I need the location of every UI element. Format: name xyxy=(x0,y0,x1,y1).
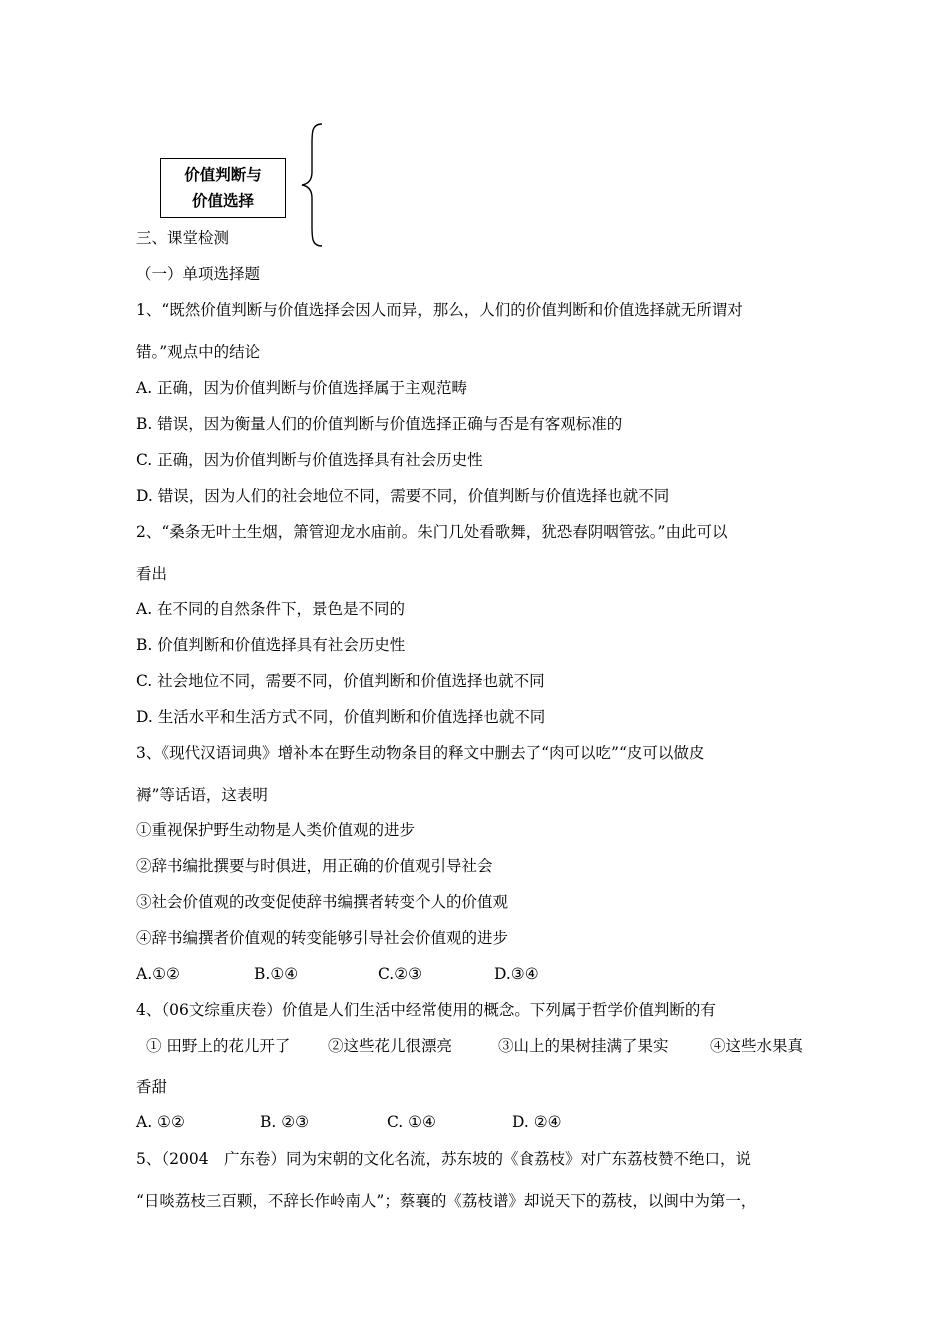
q3-choices xyxy=(136,964,539,984)
q4-choice-a: A. ①② xyxy=(136,1113,185,1131)
q1-option-b: B. 错误，因为衡量人们的价值判断与价值选择正确与否是有客观标准的 xyxy=(136,415,623,433)
q3-statement-2: ②辞书编批撰要与时俱进，用正确的价值观引导社会 xyxy=(136,857,493,875)
q4-choice-b: B. ②③ xyxy=(260,1113,310,1131)
q3-statement-4: ④辞书编撰者价值观的转变能够引导社会价值观的进步 xyxy=(136,929,509,947)
q4-statements xyxy=(146,1036,803,1056)
q1-option-d: D. 错误，因为人们的社会地位不同，需要不同，价值判断与价值选择也就不同 xyxy=(136,487,670,505)
q4-choice-d: D. ②④ xyxy=(512,1113,562,1131)
q5-stem: 5、（2004 广东卷）同为宋朝的文化名流，苏东坡的《食荔枝》对广东荔枝赞不绝口，说 xyxy=(136,1150,752,1168)
q2-option-d: D. 生活水平和生活方式不同，价值判断和价值选择也就不同 xyxy=(136,708,546,726)
q1-option-c: C. 正确，因为价值判断与价值选择具有社会历史性 xyxy=(136,451,483,469)
q3-choice-a: A.①② xyxy=(136,965,180,983)
q3-choice-d: D.③④ xyxy=(494,965,539,983)
q3-statement-3: ③社会价值观的改变促使辞书编撰者转变个人的价值观 xyxy=(136,893,509,911)
section-heading: 三、课堂检测 xyxy=(136,229,230,247)
q2-option-a: A. 在不同的自然条件下，景色是不同的 xyxy=(136,600,406,618)
q2-stem: 2、“桑条无叶土生烟，箫管迎龙水庙前。朱门几处看歌舞，犹恐春阴咽管弦。”由此可以 xyxy=(136,523,728,541)
q2-option-c: C. 社会地位不同，需要不同，价值判断和价值选择也就不同 xyxy=(136,672,545,690)
q4-choices xyxy=(136,1112,562,1132)
q4-choice-c: C. ①④ xyxy=(387,1113,436,1131)
q3-statement-1: ①重视保护野生动物是人类价值观的进步 xyxy=(136,821,416,839)
concept-box xyxy=(160,158,286,218)
curly-brace xyxy=(298,122,328,248)
q4-statement-3: ③山上的果树挂满了果实 xyxy=(498,1037,669,1055)
q1-stem: 1、“既然价值判断与价值选择会因人而异，那么，人们的价值判断和价值选择就无所谓对 xyxy=(136,301,743,319)
q4-stem: 4、（06文综重庆卷）价值是人们生活中经常使用的概念。下列属于哲学价值判断的有 xyxy=(136,1001,716,1019)
q4-statement-4: ④这些水果真 xyxy=(710,1037,804,1055)
q1-option-a: A. 正确，因为价值判断与价值选择属于主观范畴 xyxy=(136,379,468,397)
q2-option-b: B. 价值判断和价值选择具有社会历史性 xyxy=(136,636,406,654)
subsection-heading: （一）单项选择题 xyxy=(136,265,261,283)
q1-stem-cont: 错。”观点中的结论 xyxy=(136,343,261,361)
q3-choice-c: C.②③ xyxy=(378,965,423,983)
q4-stem-cont: 香甜 xyxy=(136,1078,168,1096)
q4-statement-1: ① 田野上的花儿开了 xyxy=(146,1037,291,1055)
concept-box-line1: 价值判断与 xyxy=(184,166,262,184)
q3-stem: 3、《现代汉语词典》增补本在野生动物条目的释文中删去了“肉可以吃”“皮可以做皮 xyxy=(136,744,705,762)
q5-stem-cont: “日啖荔枝三百颗，不辞长作岭南人”；蔡襄的《荔枝谱》却说天下的荔枝，以闽中为第一， xyxy=(136,1192,757,1210)
q3-choice-b: B.①④ xyxy=(254,965,299,983)
q4-statement-2: ②这些花儿很漂亮 xyxy=(328,1037,453,1055)
q3-stem-cont: 褥”等话语，这表明 xyxy=(136,786,268,804)
concept-box-line2: 价值选择 xyxy=(191,192,254,210)
q2-stem-cont: 看出 xyxy=(136,565,168,583)
